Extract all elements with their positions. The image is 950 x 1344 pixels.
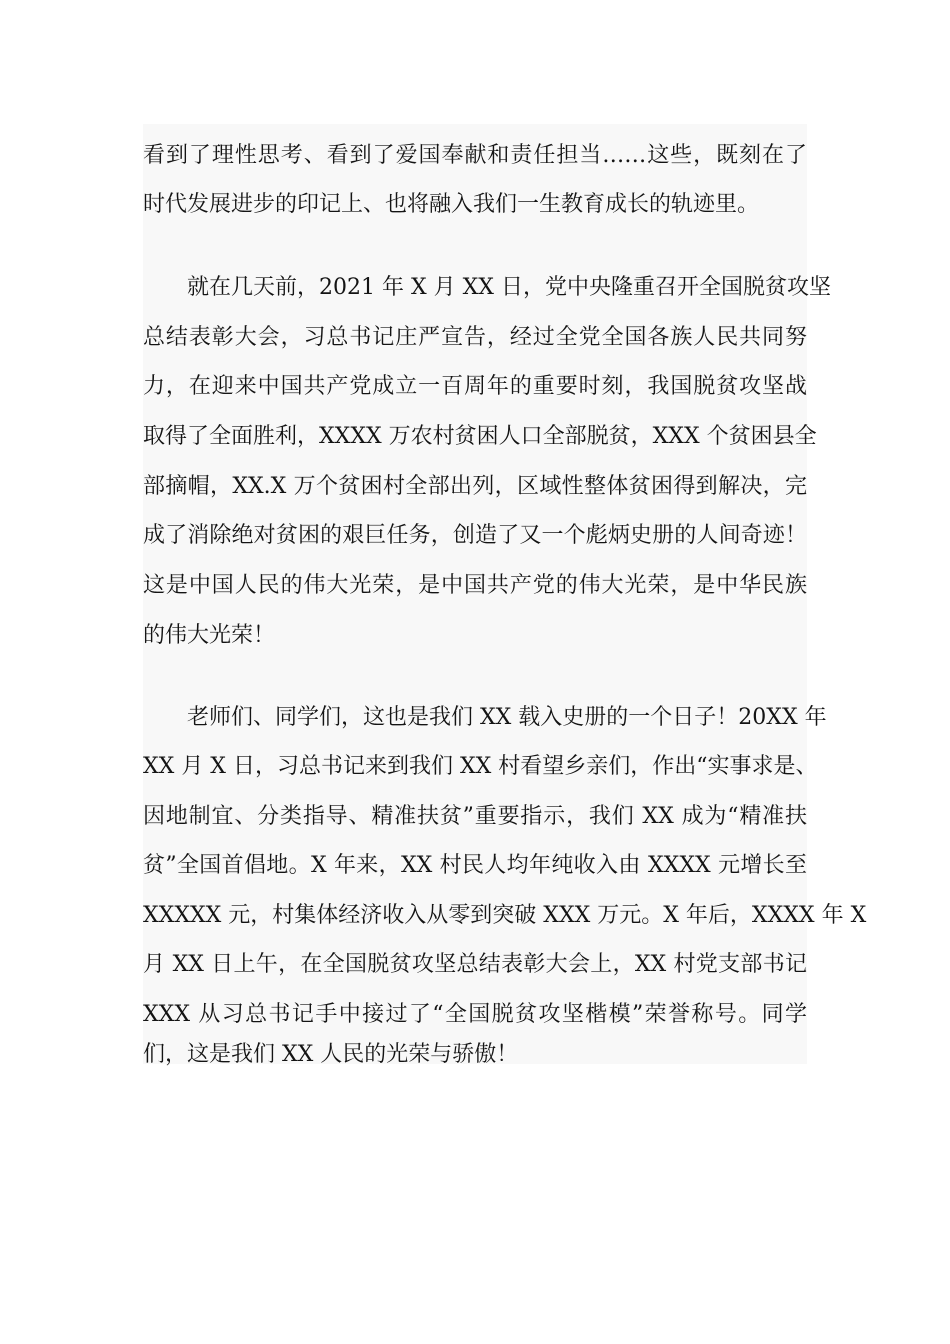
paragraph-2-line-6: 成了消除绝对贫困的艰巨任务，创造了又一个彪炳史册的人间奇迹！ [143,523,807,548]
paragraph-1-line-2: 时代发展进步的印记上、也将融入我们一生教育成长的轨迹里。 [143,192,760,217]
paragraph-2-line-3: 力，在迎来中国共产党成立一百周年的重要时刻，我国脱贫攻坚战 [143,374,807,399]
text-block [143,124,867,1067]
paragraph-3-line-1: 老师们、同学们，这也是我们 XX 载入史册的一个日子！20XX 年 [187,705,827,730]
paragraph-3-line-6: 月 XX 日上午，在全国脱贫攻坚总结表彰大会上，XX 村党支部书记 [143,952,807,977]
paragraph-1-line-1: 看到了理性思考、看到了爱国奉献和责任担当……这些，既刻在了 [143,143,807,168]
paragraph-2-line-1: 就在几天前，2021 年 X 月 XX 日，党中央隆重召开全国脱贫攻坚 [187,275,831,300]
paragraph-2-line-4: 取得了全面胜利，XXXX 万农村贫困人口全部脱贫，XXX 个贫困县全 [143,424,817,449]
paragraph-3-line-5: XXXXX 元，村集体经济收入从零到突破 XXX 万元。X 年后，XXXX 年 X [143,903,867,928]
paragraph-2-line-2: 总结表彰大会，习总书记庄严宣告，经过全党全国各族人民共同努 [143,325,807,350]
paragraph-3-line-3: 因地制宜、分类指导、精准扶贫”重要指示，我们 XX 成为“精准扶 [143,804,807,829]
paragraph-3-line-8: 们，这是我们 XX 人民的光荣与骄傲！ [143,1042,519,1067]
paragraph-2-line-7: 这是中国人民的伟大光荣，是中国共产党的伟大光荣，是中华民族 [143,573,807,598]
paragraph-2-line-8: 的伟大光荣！ [143,623,276,648]
paragraph-3-line-4: 贫”全国首倡地。X 年来，XX 村民人均年纯收入由 XXXX 元增长至 [143,853,807,878]
paragraph-3-line-7: XXX 从习总书记手中接过了“全国脱贫攻坚楷模”荣誉称号。同学 [143,1002,807,1027]
paragraph-3-line-2: XX 月 X 日，习总书记来到我们 XX 村看望乡亲们，作出“实事求是、 [143,754,818,779]
paragraph-2-line-5: 部摘帽，XX.X 万个贫困村全部出列，区域性整体贫困得到解决，完 [143,474,807,499]
